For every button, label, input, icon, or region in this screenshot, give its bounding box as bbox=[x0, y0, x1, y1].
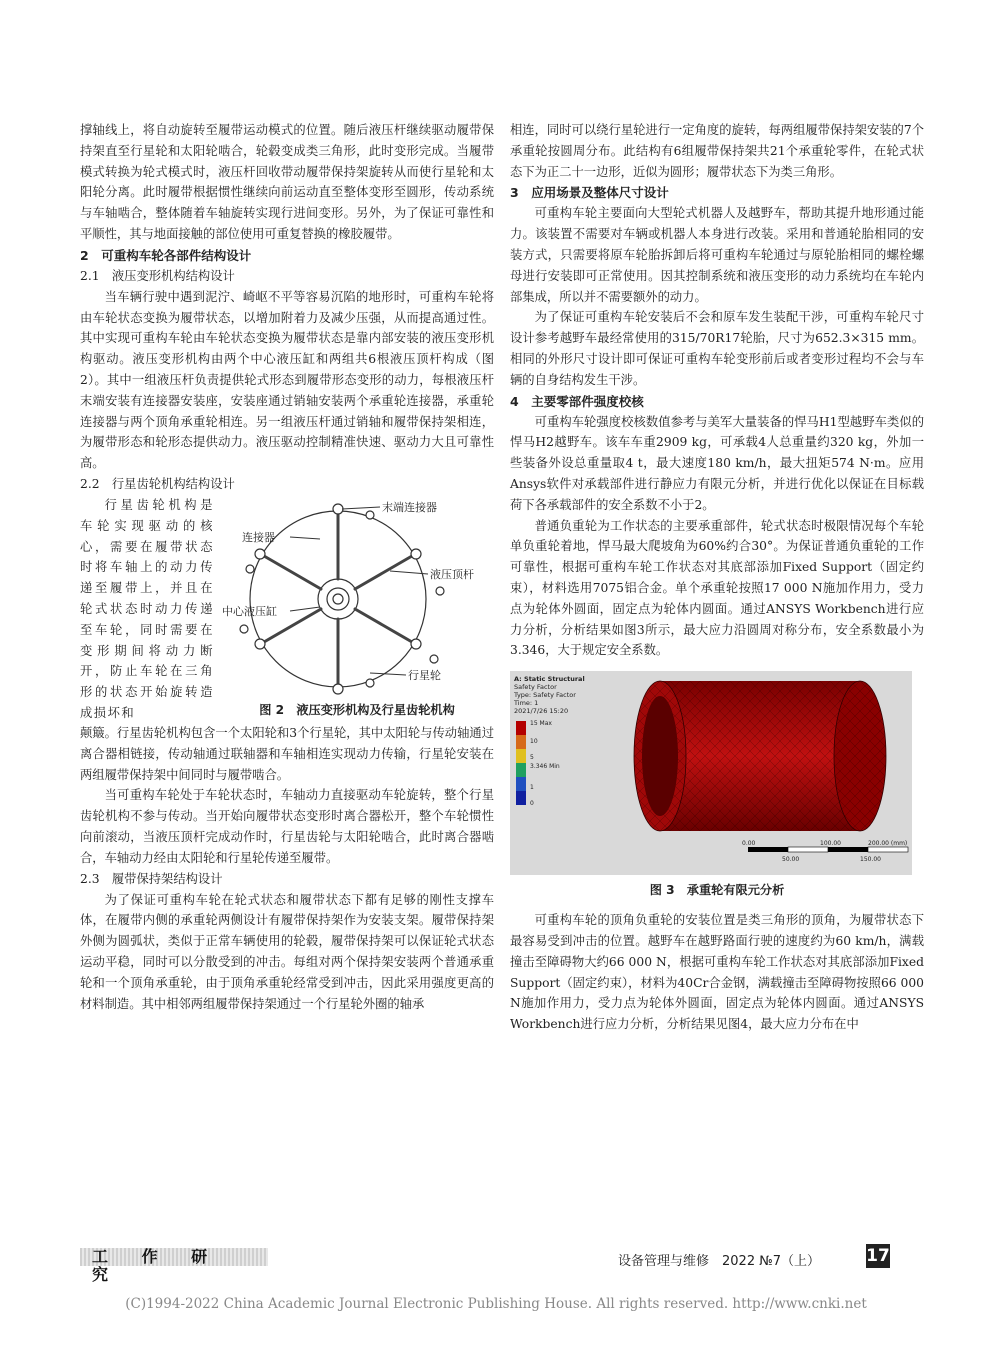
paragraph: 当可重构车轮处于车轮状态时，车轴动力直接驱动车轮旋转，整个行星齿轮机构不参与传动。当开始向履带状态变形时离合器松开，整个车轮惯性向前滚动，当液压顶杆完成动作时，行星齿轮与太阳轮啮合，此时离合器啮合，车轴动力经由太阳轮和行星轮传递至履带。 bbox=[80, 788, 494, 865]
svg-text:5: 5 bbox=[530, 754, 534, 762]
subsection-heading: 2.3 履带保持架结构设计 bbox=[80, 871, 223, 886]
figure-3-fea-image bbox=[510, 671, 912, 875]
scale-bar bbox=[748, 847, 908, 852]
copyright-line: (C)1994-2022 China Academic Journal Electronic Publishing House. All rights reserved. http://www.cnki.net bbox=[125, 1296, 867, 1312]
right-column bbox=[510, 120, 924, 1035]
svg-text:Time: 1: Time: 1 bbox=[514, 699, 539, 708]
svg-text:10: 10 bbox=[530, 738, 538, 746]
paragraph: 撑轴线上，将自动旋转至履带运动模式的位置。随后液压杆继续驱动履带保持架直至行星轮和太阳轮啮合，轮毂变成类三角形，此时变形完成。当履带模式转换为轮式模式时，液压杆回收带动履带保持架旋转从而使行星轮和太阳轮分离。此时履带根据惯性继续向前运动直至整体变形至圆形，传动系统与车轴啮合，整体随着车轴旋转实现行进间变形。另外，为了保证可靠性和平顺性，其与地面接触的部位使用可重复替换的橡胶履带。 bbox=[80, 123, 494, 241]
svg-text:200.00 (mm): 200.00 (mm) bbox=[868, 840, 908, 848]
section-heading: 4 主要零部件强度校核 bbox=[510, 393, 644, 409]
paragraph: 可重构车轮主要面向大型轮式机器人及越野车，帮助其提升地形通过能力。该装置不需要对车辆或机器人本身进行改装。采用和普通轮胎相同的安装方式，只需要将原车轮胎拆卸后将可重构车轮通过与原轮胎相同的螺栓螺母进行安装即可正常使用。因其控制系统和液压变形的动力系统均在车轮内部集成，所以并不需要额外的动力。 bbox=[510, 206, 924, 304]
label-hydraulic-rod: 液压顶杆 bbox=[430, 567, 474, 581]
paragraph: 可重构车轮的顶角负重轮的安装位置是类三角形的顶角，为履带状态下最容易受到冲击的位置。越野车在越野路面行驶的速度约为60 km/h，满载撞击至障碍物大约66 000 N，根据可重构车轮工作状态对其底部添加Fixed Support（固定约束），材料为40Cr合金钢，满载撞击至障碍物按照66 000 N施加作用力，受力点为轮体外圆面，固定点为轮体内圆面。通过ANSYS Workbench进行应力分析，分析结果见图4，最大应力分布在中 bbox=[510, 913, 924, 1032]
section-label: 工 作 研 究 bbox=[80, 1248, 268, 1266]
fea-render bbox=[510, 671, 912, 875]
legend-swatch bbox=[516, 763, 526, 777]
section-heading: 2 可重构车轮各部件结构设计 bbox=[80, 247, 252, 263]
section-heading: 3 应用场景及整体尺寸设计 bbox=[510, 185, 669, 201]
figure-3-caption: 图 3 承重轮有限元分析 bbox=[649, 883, 785, 898]
legend-swatch bbox=[516, 777, 526, 791]
paragraph: 为了保证可重构车轮安装后不会和原车发生装配干涉，可重构车轮尺寸设计参考越野车最经常使用的315/70R17轮胎，尺寸为652.3×315 mm。相同的外形尺寸设计即可保证可重构车轮变形前后或者变形过程均不会与车辆的自身结构发生干涉。 bbox=[510, 310, 924, 387]
header-text bbox=[513, 675, 585, 715]
svg-text:0: 0 bbox=[530, 800, 534, 808]
page-number: 17 bbox=[866, 1246, 890, 1266]
color-legend bbox=[516, 721, 526, 805]
center-hub bbox=[318, 579, 358, 619]
label-planet-gear: 行星轮 bbox=[408, 668, 441, 682]
svg-text:Type: Safety Factor: Type: Safety Factor bbox=[514, 691, 576, 700]
page-footer bbox=[0, 1244, 992, 1284]
paragraph: 为了保证可重构车轮在轮式状态和履带状态下都有足够的刚性支撑车体，在履带内侧的承重轮两侧设计有履带保持架作为安装支架。履带保持架外侧为圆弧状，类似于正常车辆使用的轮毂，履带保持架可以保证轮式状态运动平稳，同时可以分散受到的冲击。每组对两个保持架安装两个普通承重轮和一个顶角承重轮，由于顶角承重轮经常受到冲击，因此采用强度更高的材料制造。其中相邻两组履带保持架通过一个行星轮外圈的轴承 bbox=[80, 892, 494, 1011]
svg-text:1: 1 bbox=[530, 784, 534, 792]
legend-swatch bbox=[516, 735, 526, 749]
legend-swatch bbox=[516, 791, 526, 805]
figure-2-wrap bbox=[80, 495, 494, 723]
left-column bbox=[80, 120, 494, 1014]
figure-2-caption: 图 2 液压变形机构及行星齿轮机构 bbox=[259, 702, 455, 717]
paragraph: 颠簸。行星齿轮机构包含一个太阳轮和3个行星轮，其中太阳轮与传动轴通过离合器相链接，传动轴通过联轴器和车轴相连实现动力传输，行星轮安装在两组履带保持架中间同时与履带啮合。 bbox=[80, 725, 494, 782]
paragraph: 当车辆行驶中遇到泥泞、崎岖不平等容易沉陷的地形时，可重构车轮将由车轮状态变换为履带状态，以增加附着力及减少压强，从而提高通过性。其中实现可重构车轮由车轮状态变换为履带状态是靠内部安装的液压变形机构驱动。液压变形机构由两个中心液压缸和两组共6根液压顶杆构成（图2）。其中一组液压杆负责提供轮式形态到履带形态变形的动力，每根液压杆末端安装有连接器安装座，安装座通过销轴安装两个承重轮连接器，承重轮连接器与两个顶角承重轮相连。另一组液压杆通过销轴和履带保持架相连，为履带形态和轮形态提供动力。液压驱动控制精准快速、驱动力大且可靠性高。 bbox=[80, 289, 494, 471]
svg-text:50.00: 50.00 bbox=[782, 856, 800, 864]
paragraph: 普通负重轮为工作状态的主要承重部件，轮式状态时极限情况每个车轮单负重轮着地，悍马最大爬坡角为60%约合30°。为保证普通负重轮的工作可靠性，根据可重构车轮工作状态对其底部添加Fixed Support（固定约束），材料选用7075铝合金。单个承重轮按照17 000 N施加作用力，受力点为轮体外圆面，固定点为轮体内圆面。通过ANSYS Workbench进行应力分析，分析结果如图3所示，最大应力沿圆周对称分布，安全系数最小为3.346，大于规定安全系数。 bbox=[510, 518, 924, 658]
paragraph: 行星齿轮机构是车轮实现驱动的核心，需要在履带状态时将车轴上的动力传递至履带上，并且在轮式状态时动力传递至车轮，同时需要在变形期间将动力断开，防止车轮在三角形的状态开始旋转造成损坏和 bbox=[80, 497, 214, 720]
paragraph: 可重构车轮强度校核数值参考与美军大量装备的悍马H1型越野车类似的悍马H2越野车。该车车重2909 kg，可承载4人总重量约320 kg，外加一些装备外设总重量取4 t，最大速度180 km/h，最大扭矩574 N·m。应用Ansys软件对承载部件进行静应力有限元分析，并进行优化以保证在目标载荷下各承载部件的安全系数不小于2。 bbox=[510, 414, 924, 512]
svg-text:A: Static Structural: A: Static Structural bbox=[514, 675, 585, 684]
svg-text:Safety Factor: Safety Factor bbox=[514, 683, 557, 692]
subsection-heading: 2.2 行星齿轮机构结构设计 bbox=[80, 476, 235, 491]
legend-labels bbox=[530, 720, 560, 807]
svg-text:3.346 Min: 3.346 Min bbox=[530, 763, 560, 771]
label-center-cylinder: 中心液压缸 bbox=[222, 604, 277, 618]
figure-2-diagram bbox=[220, 499, 494, 695]
svg-text:15 Max: 15 Max bbox=[530, 720, 552, 728]
journal-info: 设备管理与维修 2022 №7（上） bbox=[618, 1254, 821, 1269]
label-end-connector: 末端连接器 bbox=[382, 500, 437, 514]
svg-text:0.00: 0.00 bbox=[742, 840, 756, 848]
cylinder-wheel bbox=[634, 681, 886, 831]
label-connector: 连接器 bbox=[242, 530, 275, 544]
svg-text:150.00: 150.00 bbox=[860, 856, 881, 864]
paragraph: 相连，同时可以绕行星轮进行一定角度的旋转，每两组履带保持架安装的7个承重轮按圆周分布。此结构有6组履带保持架共21个承重轮零件，在轮式状态下为正二十一边形，近似为圆形；履带状态下为类三角形。 bbox=[510, 123, 924, 179]
wrapped-text bbox=[80, 495, 214, 724]
legend-swatch bbox=[516, 749, 526, 763]
legend-swatch bbox=[516, 721, 526, 735]
subsection-heading: 2.1 液压变形机构结构设计 bbox=[80, 268, 235, 283]
svg-text:100.00: 100.00 bbox=[820, 840, 841, 848]
svg-text:2021/7/26 15:20: 2021/7/26 15:20 bbox=[514, 707, 569, 716]
